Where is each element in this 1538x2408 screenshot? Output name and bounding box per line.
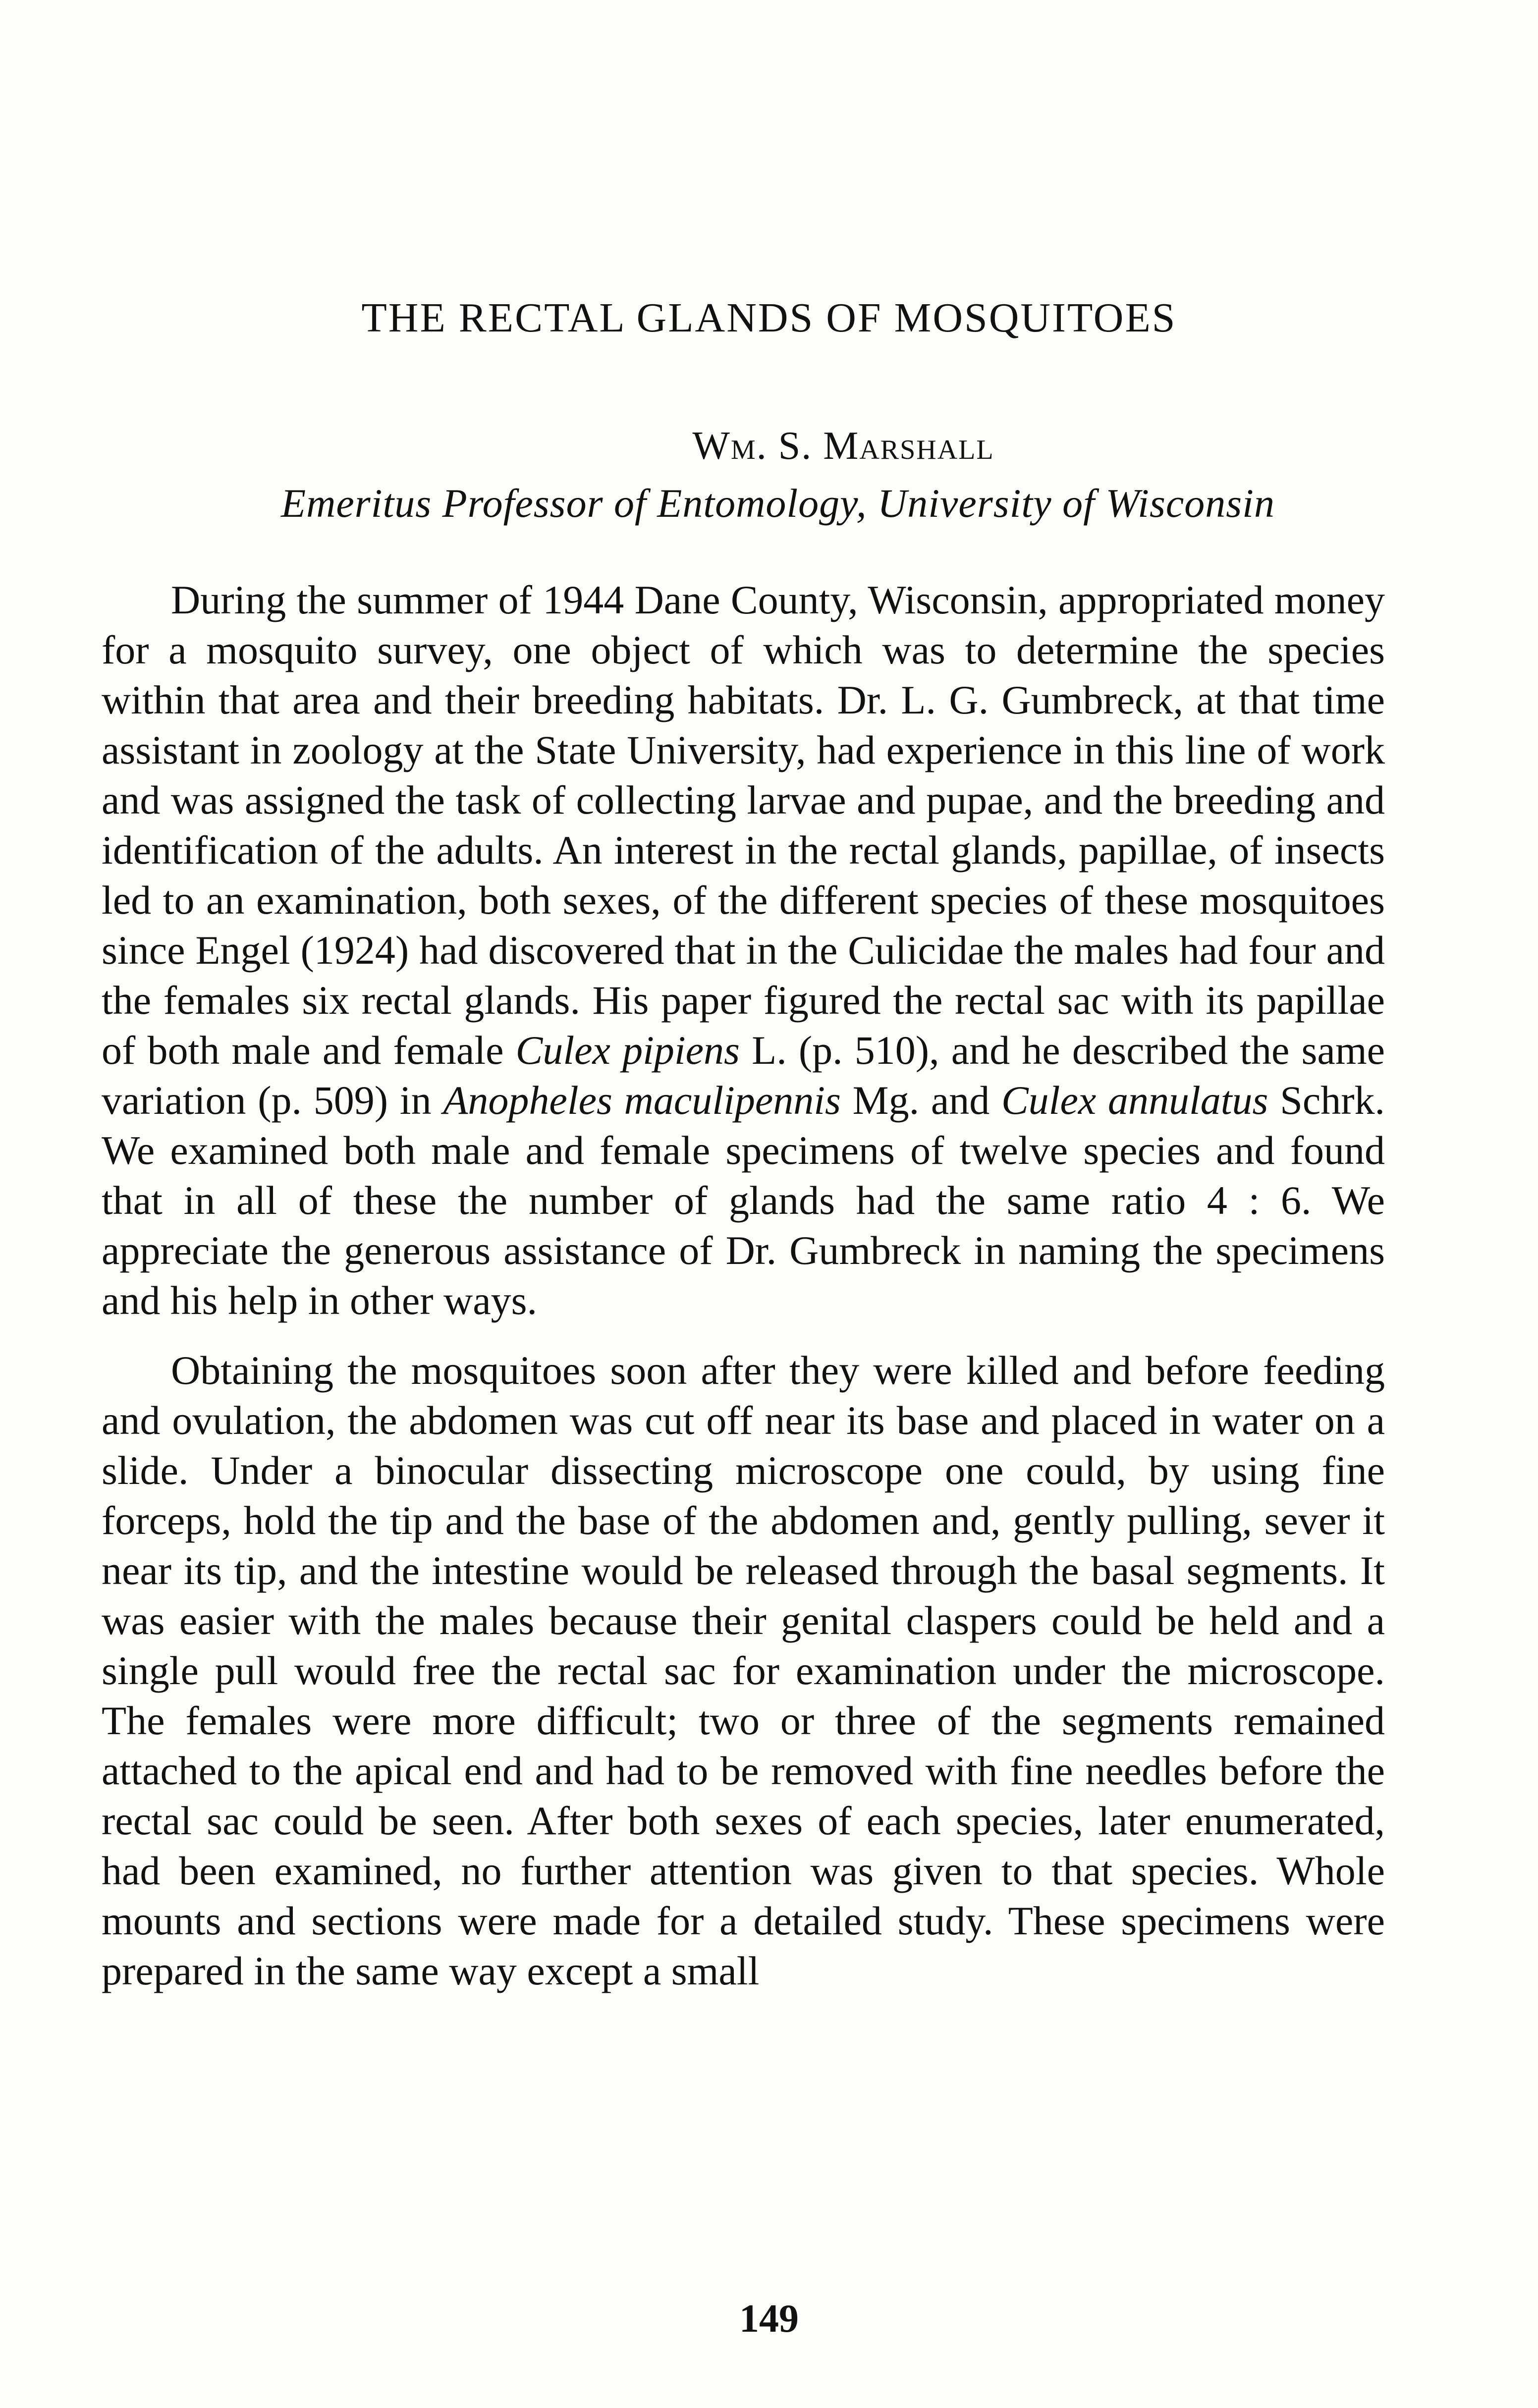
text-run: During the summer of 1944 Dane County, Wisconsin, appropriated money for a mosquito survey, one object of which was to determine the species within that area and their breeding habitats. Dr. L. G. Gumbreck, at that time assistant in zoology at the State University, had experience in this line of work and was assigned the task of collecting larvae and pupae, and the breeding and identification of the adults. An interest in the rectal glands, papillae, of insects led to an examination, both sexes, of the different species of these mosquitoes since Engel (1924) had discovered that in the Culicidae the males had four and the females six rectal glands. His paper figured the rectal sac with its papillae of both male and female (102, 577, 1385, 1073)
text-run: L. (p. 510), and he described the same variation (p. 509) in (102, 1028, 1385, 1123)
text-run: Schrk. We examined both male and female specimens of twelve species and found that in all of these the number of glands had the same ratio 4 : 6. We appreciate the generous assistance of Dr. Gumbreck in naming the specimens and his help in other ways. (102, 1078, 1385, 1323)
page-number: 149 (739, 2297, 799, 2341)
species-name: Culex annulatus (1001, 1078, 1268, 1123)
text-run: Obtaining the mosquitoes soon after they were killed and before feeding and ovulation, the abdomen was cut off near its base and placed in water on a slide. Under a binocular dissecting microscope one could, by using fine forceps, hold the tip and the base of the abdomen and, gently pulling, sever it near its tip, and the intestine would be released through the basal segments. It was easier with the males because their genital claspers could be held and a single pull would free the rectal sac for examination under the microscope. The females were more difficult; two or three of the segments remained attached to the apical end and had to be removed with fine needles before the rectal sac could be seen. After both sexes of each species, later enumerated, had been examined, no further attention was given to that species. Whole mounts and sections were made for a detailed study. These specimens were prepared in the same way except a small (102, 1348, 1385, 1993)
author-name: Wm. S. Marshall (692, 424, 994, 468)
text-run: Mg. and (840, 1078, 1001, 1123)
paragraph (102, 575, 1385, 1325)
article-body (102, 575, 1385, 1996)
paragraph (102, 1345, 1385, 1996)
author-affiliation: Emeritus Professor of Entomology, University of Wisconsin (281, 481, 1275, 526)
article-title: THE RECTAL GLANDS OF MOSQUITOES (361, 295, 1177, 341)
species-name: Anopheles maculipennis (443, 1078, 841, 1123)
species-name: Culex pipiens (515, 1028, 740, 1073)
